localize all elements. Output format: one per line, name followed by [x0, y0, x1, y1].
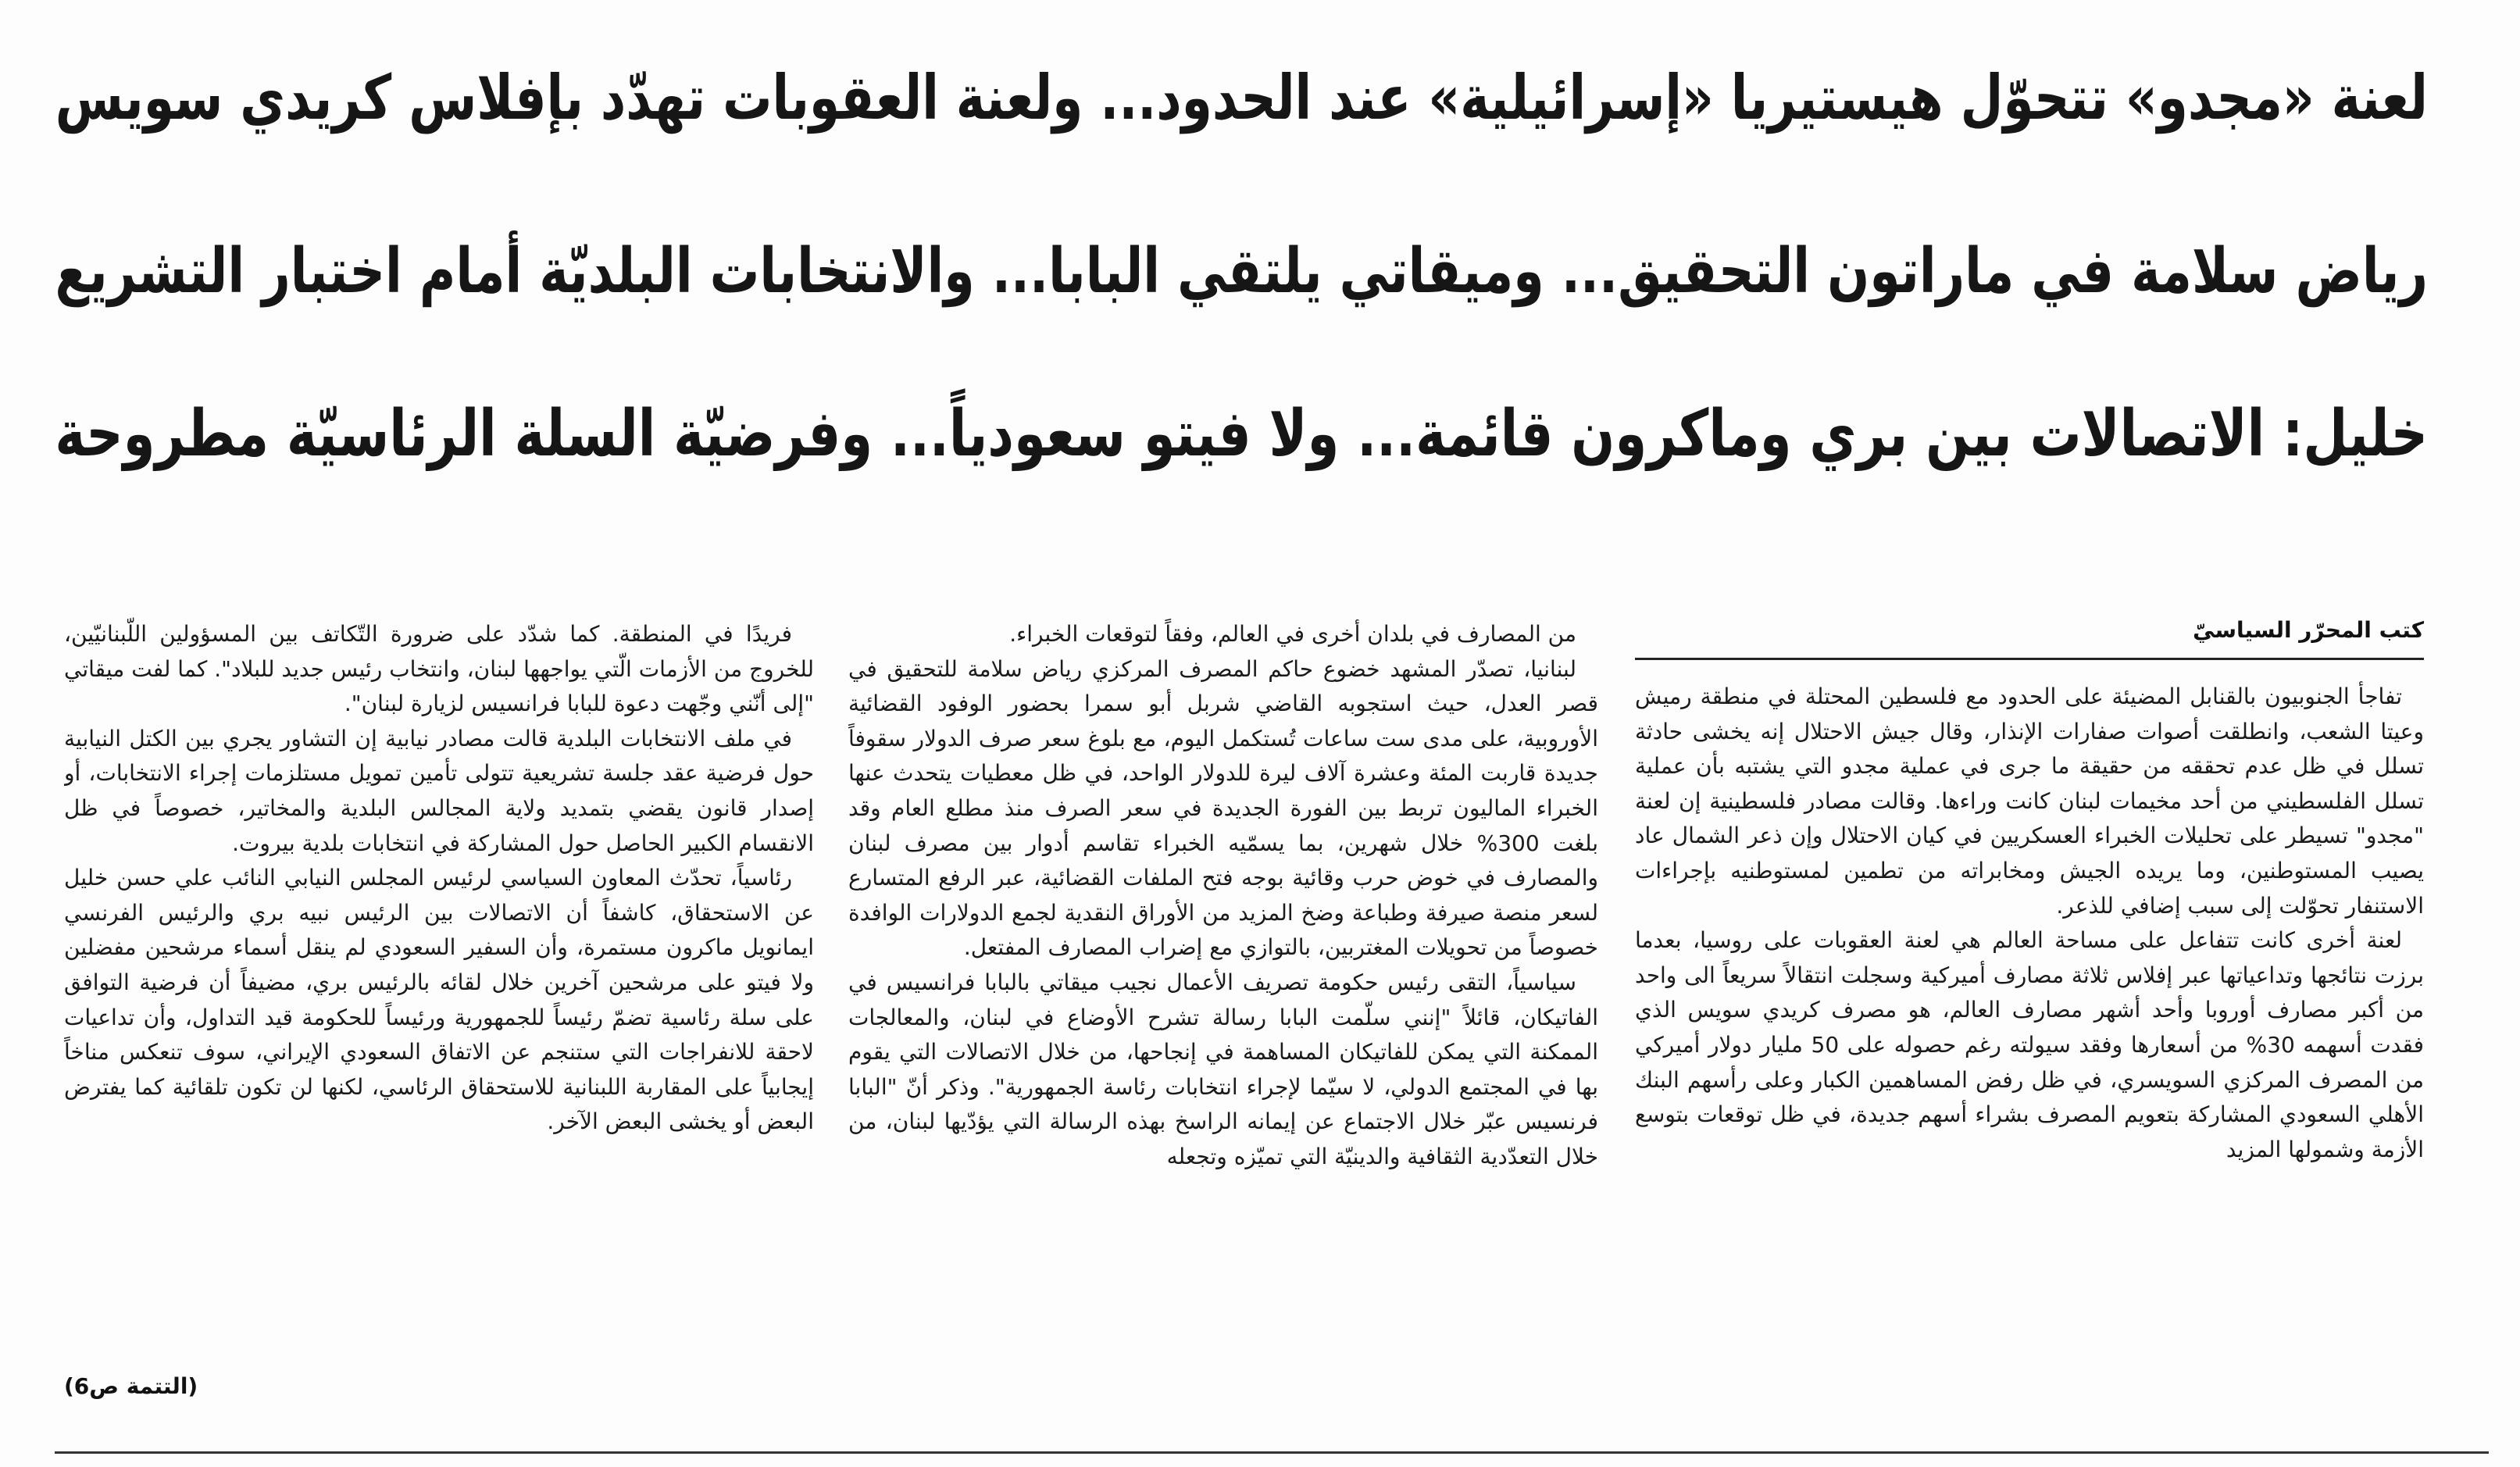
- paragraph: سياسياً، التقى رئيس حكومة تصريف الأعمال نجيب ميقاتي بالبابا فرانسيس في الفاتيكان، قائلاً "إنني سلّمت البابا رسالة تشرح الأوضاع في لبنان، والمعالجات الممكنة التي يمكن للفاتيكان المساهمة في إنجاحها، من خلال الاتصالات التي يقوم بها في المجتمع الدولي، لا سيّما لإجراء انتخابات رئاسة الجمهورية". وذكر أنّ "البابا فرنسيس عبّر خلال الاجتماع عن إيمانه الراسخ بهذه الرسالة التي يؤدّيها لبنان، من خلال التعدّدية الثقافية والدينيّة التي تميّزه وتجعله: [848, 969, 1598, 1169]
- article-column-1: [1635, 680, 2424, 1430]
- paragraph: تفاجأ الجنوبيون بالقنابل المضيئة على الحدود مع فلسطين المحتلة في منطقة رميش وعيتا الشعب، وانطلقت أصوات صفارات الإنذار، وقال جيش الاحتلال إنه يخشى حادثة تسلل في ظل عدم تحققه من حقيقة ما جرى في عملية مجدو التي يشتبه بأن عملية تسلل الفلسطيني من أحد مخيمات لبنان كانت وراءها. وقالت مصادر فلسطينية إن لعنة "مجدو" تسيطر على تحليلات الخبراء العسكريين في كيان الاحتلال وإن ذعر الشمال عاد يصيب المستوطنين، وما يريده الجيش ومخابراته من تطمين لمستوطنيه بإجراءات الاستنفار تحوّلت إلى سبب إضافي للذعر.: [1635, 684, 2424, 919]
- byline: كتب المحرّر السياسيّ: [2193, 617, 2424, 643]
- paragraph: رئاسياً، تحدّث المعاون السياسي لرئيس المجلس النيابي النائب علي حسن خليل عن الاستحقاق، كاشفاً أن الاتصالات بين الرئيس نبيه بري والرئيس الفرنسي ايمانويل ماكرون مستمرة، وأن السفير السعودي لم ينقل أسماء مرشحين مفضلين ولا فيتو على مرشحين آخرين خلال لقائه بالرئيس بري، مضيفاً أن فرضية التوافق على سلة رئاسية تضمّ رئيساً للجمهورية ورئيساً للحكومة قيد التداول، وأن تداعيات لاحقة للانفراجات التي ستنجم عن الاتفاق السعودي الإيراني، سوف تنعكس مناخاً إيجابياً على المقاربة اللبنانية للاستحقاق الرئاسي، لكنها لن تكون تلقائية كما يفترض البعض أو يخشى البعض الآخر.: [64, 865, 814, 1135]
- paragraph: فريدًا في المنطقة. كما شدّد على ضرورة التّكاتف بين المسؤولين اللّبنانيّين، للخروج من الأزمات الّتي يواجهها لبنان، وانتخاب رئيس جديد للبلاد". كما لفت ميقاتي "إلى أنّني وجّهت دعوة للبابا فرانسيس لزيارة لبنان".: [64, 621, 814, 717]
- paragraph: لعنة أخرى كانت تتفاعل على مساحة العالم هي لعنة العقوبات على روسيا، بعدما برزت نتائجها وتداعياتها عبر إفلاس ثلاثة مصارف أميركية وسجلت انتقالاً سريعاً الى واحد من أكبر مصارف أوروبا وأحد أشهر مصارف العالم، هو مصرف كريدي سويس الذي فقدت أسهمه 30% من أسعارها وفقد سيولته رغم حصوله على 50 مليار دولار أميركي من المصرف المركزي السويسري، في ظل رفض المساهمين الكبار وعلى رأسهم البنك الأهلي السعودي المشاركة بتعويم المصرف بشراء أسهم جديدة، في ظل توقعات بتوسع الأزمة وشمولها المزيد: [1635, 927, 2424, 1162]
- article-column-3: [64, 617, 814, 1414]
- article-column-2: [848, 617, 1598, 1414]
- byline-divider: [1635, 658, 2424, 660]
- paragraph: من المصارف في بلدان أخرى في العالم، وفقاً لتوقعات الخبراء.: [1009, 621, 1576, 647]
- headline-sub: خليل: الاتصالات بين بري وماكرون قائمة... ولا فيتو سعودياً... وفرضيّة السلة الرئاسيّة مطروحة: [55, 397, 2428, 471]
- continued-note: (التتمة ص6): [64, 1373, 198, 1399]
- paragraph: لبنانيا، تصدّر المشهد خضوع حاكم المصرف المركزي رياض سلامة للتحقيق في قصر العدل، حيث استجوبه القاضي شربل أبو سمرا بحضور الوفود القضائية الأوروبية، على مدى ست ساعات تُستكمل اليوم، مع بلوغ سعر صرف الدولار سقوفاً جديدة قاربت المئة وعشرة آلاف ليرة للدولار الواحد، في ظل معطيات يتحدث عنها الخبراء الماليون تربط بين الفورة الجديدة في سعر الصرف منذ مطلع العام وقد بلغت 300% خلال شهرين، بما يسمّيه الخبراء تقاسم أدوار بين مصرف لبنان والمصارف في خوض حرب وقائية بوجه فتح الملفات القضائية، عبر الرفع المتسارع لسعر منصة صيرفة وطباعة وضخ المزيد من الأوراق النقدية لجمع الدولارات الوافدة خصوصاً من تحويلات المغتربين، بالتوازي مع إضراب المصارف المفتعل.: [848, 655, 1598, 961]
- bottom-divider: [55, 1451, 2489, 1454]
- headline-main: رياض سلامة في ماراتون التحقيق... وميقاتي يلتقي البابا... والانتخابات البلديّة أمام اختبار التشريع: [55, 234, 2428, 307]
- paragraph: في ملف الانتخابات البلدية قالت مصادر نيابية إن التشاور يجري بين الكتل النيابية حول فرضية عقد جلسة تشريعية تتولى تأمين تمويل مستلزمات إجراء الانتخابات، أو إصدار قانون يقضي بتمديد ولاية المجالس البلدية والمخاتير، خصوصاً في ظل الانقسام الكبير الحاصل حول المشاركة في انتخابات بلدية بيروت.: [64, 725, 814, 856]
- headline-top: لعنة «مجدو» تتحوّل هيستيريا «إسرائيلية» عند الحدود... ولعنة العقوبات تهدّد بإفلاس كريدي سويس: [55, 61, 2428, 134]
